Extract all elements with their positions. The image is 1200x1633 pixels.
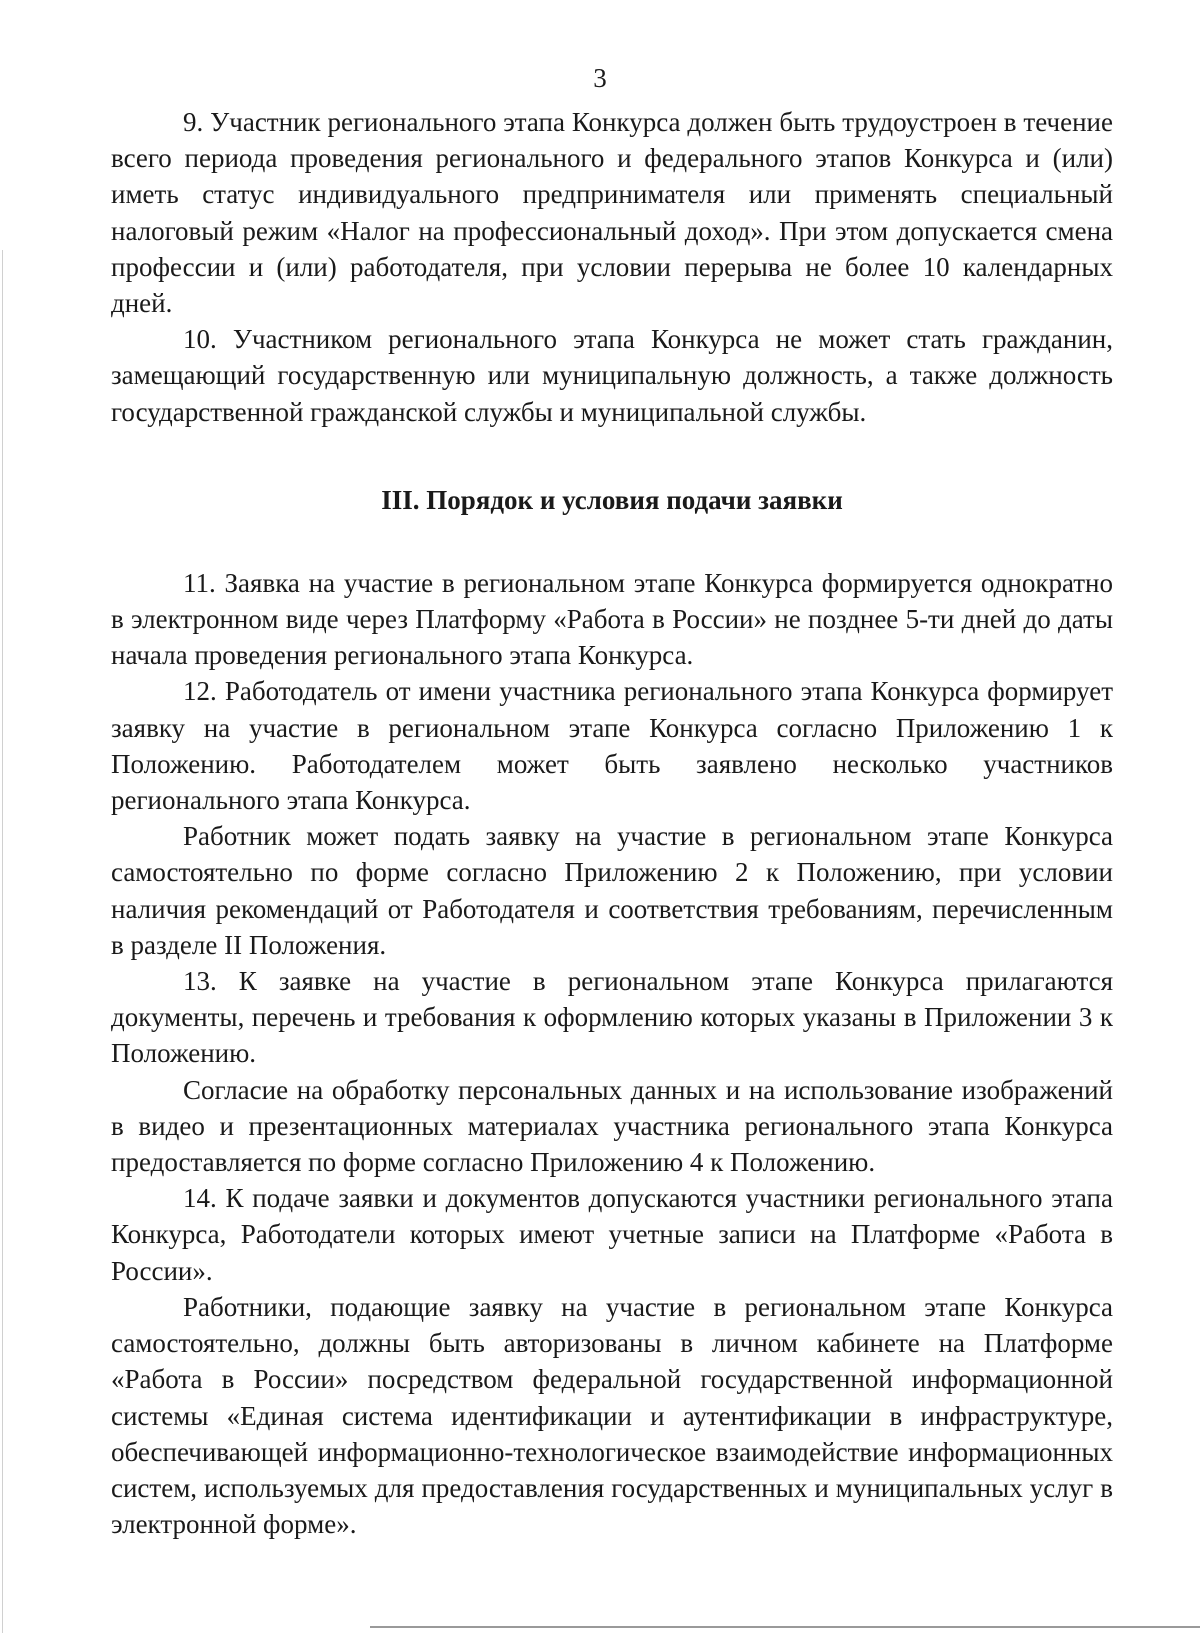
paragraph-10: 10. Участником регионального этапа Конкурса не может стать гражданин, замещающий государственную или муниципальную должность, а также должность государственной гражданской службы и муниципальной службы. <box>111 324 1113 427</box>
section-heading: III. Порядок и условия подачи заявки <box>381 484 843 515</box>
paragraph-14: 14. К подаче заявки и документов допускаются участники регионального этапа Конкурса, Работодатели которых имеют учетные записи на Платформе «Работа в России». <box>111 1183 1113 1286</box>
document-body <box>111 104 1113 1542</box>
scan-edge-bottom <box>370 1626 1200 1628</box>
paragraph-13-consent: Согласие на обработку персональных данных и на использование изображений в видео и презентационных материалах участника регионального этапа Конкурса предоставляется по форме согласно Приложению 4 к Положению. <box>111 1074 1113 1178</box>
scan-edge-left <box>2 250 3 1633</box>
page-number: 3 <box>593 63 607 93</box>
paragraph-14-workers: Работники, подающие заявку на участие в региональном этапе Конкурса самостоятельно, должны быть авторизованы в личном кабинете на Платформе «Работа в России» посредством федеральной государственной информационной системы «Единая система идентификации и аутентификации в инфраструктуре, обеспечивающей информационно-технологическое взаимодействие информационных систем, используемых для предоставления государственных и муниципальных услуг в электронной форме». <box>111 1291 1113 1540</box>
paragraph-13: 13. К заявке на участие в региональном этапе Конкурса прилагаются документы, перечень и требования к оформлению которых указаны в Приложении 3 к Положению. <box>111 966 1113 1069</box>
paragraph-11: 11. Заявка на участие в региональном этапе Конкурса формируется однократно в электронном виде через Платформу «Работа в России» не позднее 5-ти дней до даты начала проведения регионального этапа Конкурса. <box>111 567 1113 671</box>
paragraph-9: 9. Участник регионального этапа Конкурса должен быть трудоустроен в течение всего периода проведения регионального и федерального этапов Конкурса и (или) иметь статус индивидуального предпринимателя или применять специальный налоговый режим «Налог на профессиональный доход». При этом допускается смена профессии и (или) работодателя, при условии перерыва не более 10 календарных дней. <box>111 107 1113 319</box>
paragraph-12-worker: Работник может подать заявку на участие в региональном этапе Конкурса самостоятельно по форме согласно Приложению 2 к Положению, при условии наличия рекомендаций от Работодателя и соответствия требованиям, перечисленным в разделе II Положения. <box>111 821 1113 960</box>
paragraph-12: 12. Работодатель от имени участника регионального этапа Конкурса формирует заявку на участие в региональном этапе Конкурса согласно Приложению 1 к Положению. Работодателем может быть заявлено несколько участников регионального этапа Конкурса. <box>111 676 1113 816</box>
